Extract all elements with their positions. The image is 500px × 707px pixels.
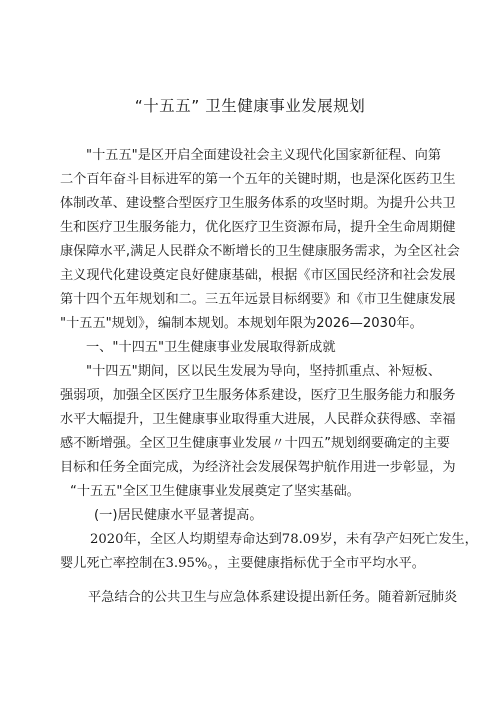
intro-line-2: 二个百年奋斗目标进军的第一个五年的关键时期，也是深化医药卫生: [60, 172, 456, 187]
section-line-1: "十四五"期间，区以民生发展为导向，坚持抓重点、补短板、: [86, 364, 442, 379]
section-heading: [60, 336, 450, 360]
health-line-2: 婴儿死亡率控制在3.95%。，主要健康指标优于全市平均水平。: [60, 556, 425, 571]
last-line: 平急结合的公共卫生与应急体系建设提出新任务。随着新冠肺炎: [88, 590, 458, 605]
intro-line-1: "十五五"是区开启全面建设社会主义现代化国家新征程、向第: [86, 148, 442, 163]
intro-line-7: 第十四个五年规划和二。三五年远景目标纲要》和《市卫生健康发展: [60, 292, 456, 307]
section-line-3: 水平大幅提升，卫生健康事业取得重大进展，人民群众获得感、幸福: [60, 412, 456, 427]
health-line-1: 2020年，全区人均期望寿命达到78.09岁，未有孕产妇死亡发生，: [90, 532, 478, 547]
subheading-text: (一)居民健康水平显著提高。: [94, 508, 263, 523]
section-line-5: 目标和任务全面完成，为经济社会发展保驾护航作用进一步彰显，为: [60, 460, 456, 475]
subheading: [60, 504, 450, 528]
intro-line-6: 主义现代化建设奠定良好健康基础，根据《市区国民经济和社会发展: [60, 268, 456, 283]
intro-paragraph: [60, 144, 460, 336]
intro-line-8: "十五五"规划》，编制本规划。本规划年限为2026—2030年。: [60, 316, 423, 331]
document-title: “十五五” 卫生健康事业发展规划: [134, 97, 366, 115]
section-paragraph: [60, 360, 456, 504]
intro-line-4: 生和医疗卫生服务能力，优化医疗卫生资源布局，提升全生命周期健: [60, 220, 456, 235]
document-body: [60, 144, 478, 610]
last-paragraph: [60, 586, 458, 610]
health-paragraph: [60, 528, 478, 576]
section-line-2: 强弱项，加强全区医疗卫生服务体系建设，医疗卫生服务能力和服务: [60, 388, 456, 403]
intro-line-3: 体制改革、建设整合型医疗卫生服务体系的攻坚时期。为提升公共卫: [60, 196, 456, 211]
section-heading-text: 一、"十四五"卫生健康事业发展取得新成就: [86, 340, 336, 355]
intro-line-5: 康保障水平,满足人民群众不断增长的卫生健康服务需求，为全区社会: [60, 244, 460, 259]
section-line-4: 感不断增强。全区卫生健康事业发展〃十四五”规划纲要确定的主要: [60, 436, 450, 451]
section-line-6: “十五五"全区卫生健康事业发展奠定了坚实基础。: [70, 484, 360, 499]
